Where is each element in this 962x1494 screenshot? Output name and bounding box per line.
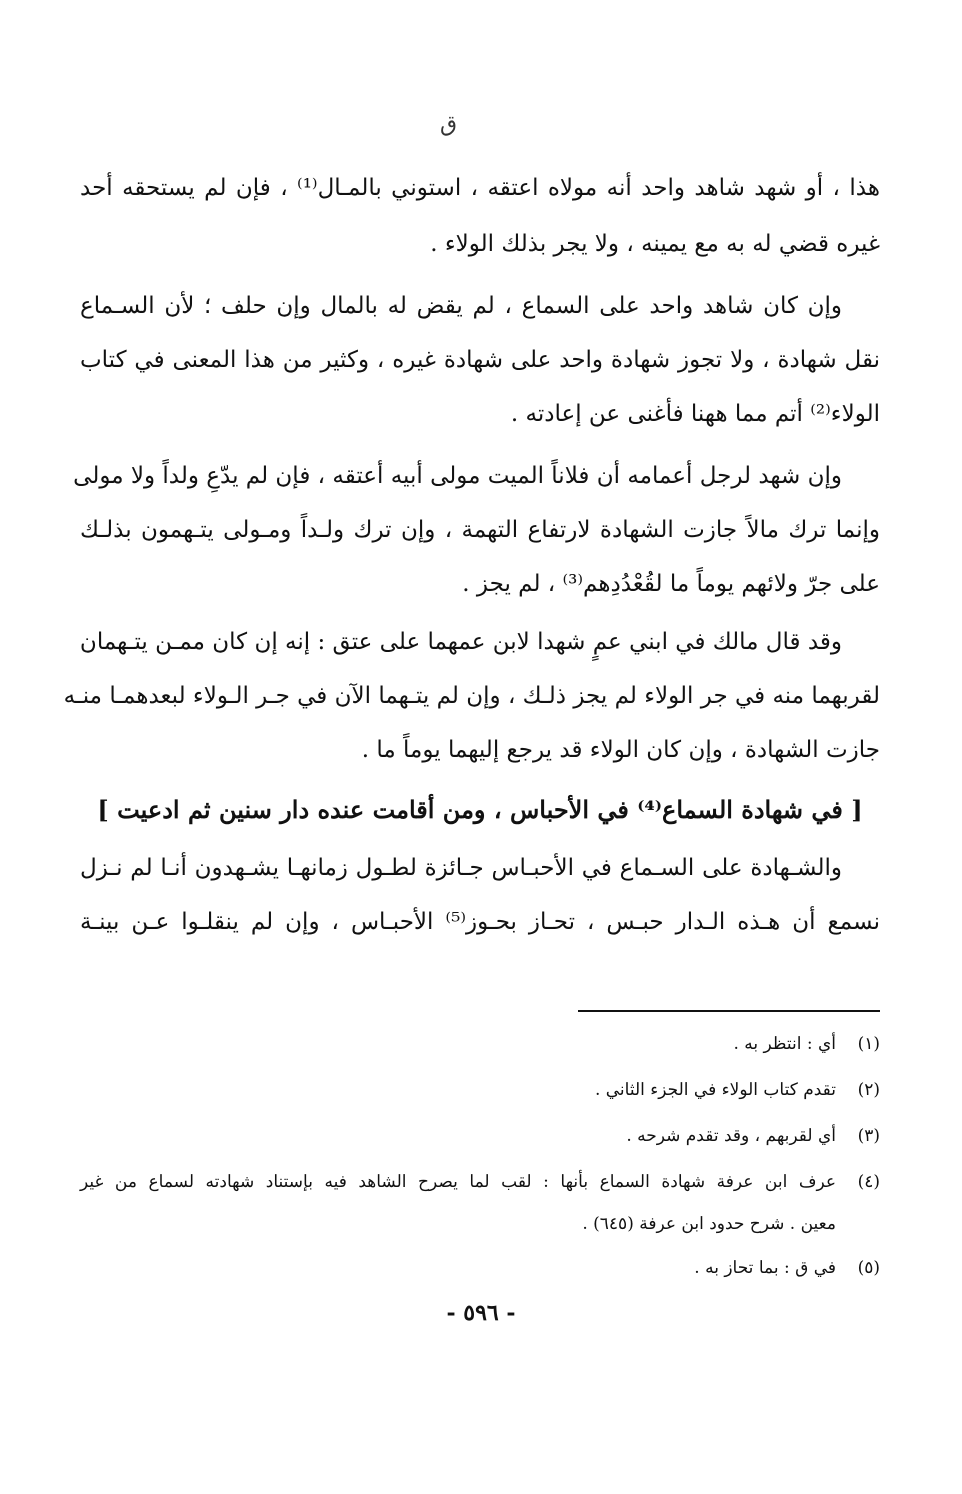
body-line-7: وإنما ترك مالاً جازت الشهادة لارتفاع التهمة ، وإن ترك ولـداً ومـولى يتـهمون بذلـك [80,517,880,543]
page-number: - ٥٩٦ - [446,1300,516,1326]
body-line-3: وإن كان شاهد واحد على السماع ، لم يقض له بالمال وإن حلف ؛ لأن السـماع [80,293,842,319]
section-heading: [ في شهادة السماع⁽⁴⁾ في الأحباس ، ومن أقامت عنده دار سنين ثم ادعيت ] [97,795,863,824]
footnote-number: (٣) [857,1126,880,1146]
body-line-9: وقد قال مالك في ابني عمٍ شهدا لابن عمهما على عتق : إنه إن كان ممـن يتـهمان [79,629,842,655]
footnote-text: أي : انتظر به . [733,1034,836,1054]
body-line-2: غيره قضي له به مع يمينه ، ولا يجر بذلك الولاء . [430,231,880,257]
footnote-4 [80,1162,880,1202]
body-line-11: جازت الشهادة ، وإن كان الولاء قد يرجع إليهما يوماً ما . [361,737,880,763]
footnote-2 [80,1070,880,1110]
footnote-text: تقدم كتاب الولاء في الجزء الثاني . [594,1080,836,1100]
footnote-4-continuation [80,1204,880,1244]
footnote-number: (١) [857,1034,880,1054]
footnote-number: (٢) [857,1080,880,1100]
footnote-5 [80,1248,880,1288]
body-line-12: والشـهادة على السـماع في الأحبـاس جـائزة لطـول زمانهـا يشـهدون أنـا لم نـزل [80,855,842,881]
footnote-text: معين . شرح حدود ابن عرفة (٦٤٥) . [582,1214,836,1234]
body-line-8: على جرّ ولائهم يوماً ما لقُعْدُدِهم⁽³⁾ ، لم يجز . [462,571,880,597]
footnote-number: (٥) [857,1258,880,1278]
footnote-separator [578,1010,880,1012]
body-line-1: هذا ، أو شهد شاهد واحد أنه مولاه اعتقه ، استوني بالمـال⁽¹⁾ ، فإن لم يستحقه أحد [80,175,880,201]
body-line-4: نقل شهادة ، ولا تجوز شهادة واحد على شهادة غيره ، وكثير من هذا المعنى في كتاب [80,347,880,373]
body-line-6: وإن شهد لرجل أعمامه أن فلاناً الميت مولى أبيه أعتقه ، فإن لم يدّعِ ولداً ولا مولى [73,463,842,489]
footnote-text: أي لقربهم ، وقد تقدم شرحه . [626,1126,836,1146]
corner-mark: ق [440,112,458,137]
footnote-text: في ق : بما تحاز به . [694,1258,836,1278]
body-line-13: نسمع أن هـذه الـدار حبـس ، تحـاز بحـوز⁽⁵⁾ الأحبـاس ، وإن لم ينقلـوا عـن بينـة [80,909,880,935]
body-line-5: الولاء⁽²⁾ أتم مما ههنا فأغنى عن إعادته . [510,401,880,427]
footnote-1 [80,1024,880,1064]
footnote-3 [80,1116,880,1156]
footnote-number: (٤) [857,1172,880,1192]
footnote-text: عرف ابن عرفة شهادة السماع بأنها : لقب لما يصرح الشاهد فيه بإستناد شهادته لسماع من غير [80,1172,836,1192]
body-line-10: لقربهما منه في جر الولاء لم يجز ذلـك ، وإن لم يتـهما الآن في جـر الـولاء لبعدهمـا منـه [63,683,880,709]
